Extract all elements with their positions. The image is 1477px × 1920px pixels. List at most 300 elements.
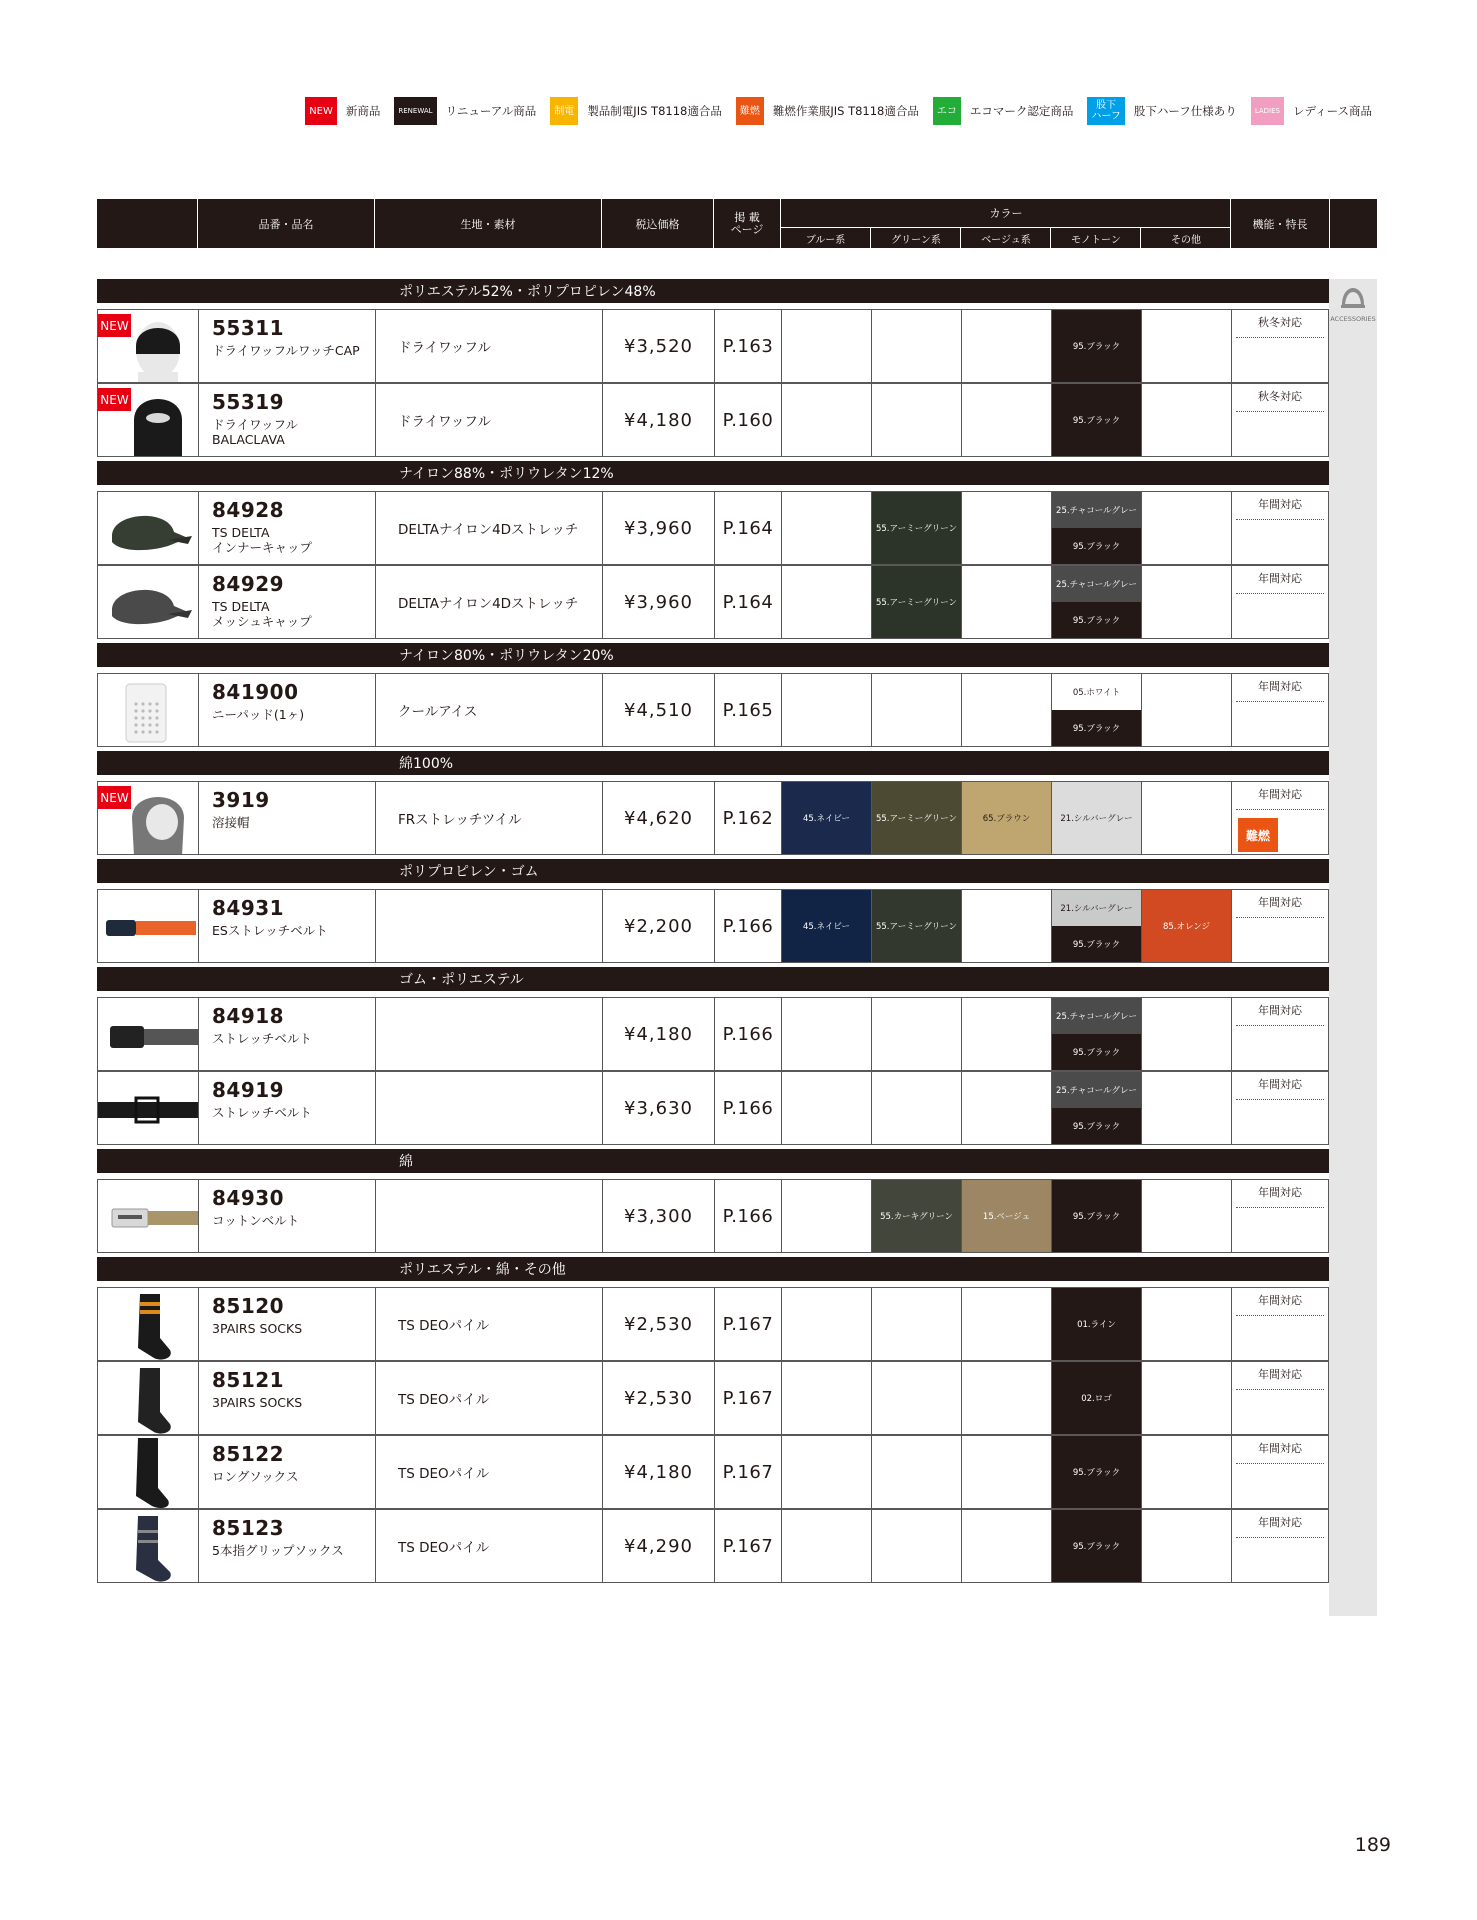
price: ¥3,520 (624, 335, 693, 357)
color-swatch: 02.ロゴ (1052, 1362, 1141, 1434)
section-title: ポリエステル52%・ポリプロピレン48% (399, 284, 656, 300)
price: ¥4,180 (624, 409, 693, 431)
price-cell (602, 782, 714, 854)
product-image (98, 890, 198, 962)
feature-cell (1231, 310, 1328, 382)
product-code: 85122 (212, 1442, 285, 1466)
feature-cell (1231, 1072, 1328, 1144)
catalog-page: P.164 (722, 517, 774, 539)
price-cell (602, 1072, 714, 1144)
color-swatch: 95.ブラック (1052, 1510, 1141, 1582)
material: DELTAナイロン4Dストレッチ (398, 522, 579, 538)
name-cell (198, 782, 375, 854)
feature-cell (1231, 1288, 1328, 1360)
product-name: ESストレッチベルト (212, 923, 328, 938)
section-title: ポリプロピレン・ゴム (399, 864, 539, 880)
section-header (97, 967, 1329, 991)
color-cell (961, 1180, 1051, 1252)
color-swatch: 21.シルバーグレー (1052, 782, 1141, 854)
product-image (98, 492, 198, 564)
legend-label: 股下ハーフ仕様あり (1133, 104, 1237, 118)
color-cell (1141, 1436, 1231, 1508)
feature-cell (1231, 566, 1328, 638)
image-cell (98, 1072, 198, 1144)
price: ¥2,200 (624, 915, 693, 937)
color-cell (871, 1180, 961, 1252)
image-cell (98, 998, 198, 1070)
color-cell (961, 492, 1051, 564)
section-header (97, 1149, 1329, 1173)
price-cell (602, 890, 714, 962)
feature-label: 年間対応 (1258, 1368, 1302, 1381)
feature-cell (1231, 384, 1328, 456)
color-swatch: 15.ベージュ (962, 1180, 1051, 1252)
color-swatch: 05.ホワイト (1052, 674, 1141, 710)
material: TS DEOパイル (398, 1392, 490, 1408)
legend-label: レディース商品 (1292, 104, 1372, 118)
color-swatch: 65.ブラウン (962, 782, 1051, 854)
legend-label: 新商品 (345, 104, 381, 118)
image-cell (98, 1288, 198, 1360)
color-swatch: 25.チャコールグレー (1052, 566, 1141, 602)
color-cell (781, 492, 871, 564)
color-swatch: 55.アーミーグリーン (872, 782, 961, 854)
feature-cell (1231, 1510, 1328, 1582)
feature-divider (1236, 1463, 1324, 1464)
color-cell (781, 1362, 871, 1434)
color-cell (1141, 1072, 1231, 1144)
price: ¥3,300 (624, 1205, 693, 1227)
image-cell (98, 782, 198, 854)
price: ¥4,290 (624, 1535, 693, 1557)
product-name: 3PAIRS SOCKS (212, 1395, 303, 1410)
color-cell (961, 566, 1051, 638)
color-cell (871, 1436, 961, 1508)
legend-item (1087, 97, 1236, 125)
section-title: ゴム・ポリエステル (399, 972, 524, 988)
section-title: 綿 (399, 1154, 413, 1170)
feature-cell (1231, 1436, 1328, 1508)
table-row (97, 1287, 1329, 1361)
feature-label: 年間対応 (1258, 680, 1302, 693)
material-cell (375, 1436, 602, 1508)
color-cell (961, 998, 1051, 1070)
product-code: 84918 (212, 1004, 285, 1028)
color-swatch: 25.チャコールグレー (1052, 1072, 1141, 1108)
catalog-page: P.166 (722, 1097, 774, 1119)
product-name: 5本指グリップソックス (212, 1543, 344, 1558)
feature-cell (1231, 890, 1328, 962)
feature-divider (1236, 1537, 1324, 1538)
color-cell (781, 566, 871, 638)
color-cell (871, 566, 961, 638)
legend-item (1251, 97, 1372, 125)
legend-item (933, 97, 1074, 125)
price-cell (602, 1436, 714, 1508)
header-page: 掲 載 ページ (713, 199, 780, 248)
table-header (97, 199, 1377, 248)
color-cell (961, 782, 1051, 854)
material: DELTAナイロン4Dストレッチ (398, 596, 579, 612)
feature-divider (1236, 1207, 1324, 1208)
product-name: ドライワッフルワッチCAP (212, 343, 360, 358)
section-header (97, 643, 1329, 667)
catalog-page: P.160 (722, 409, 774, 431)
color-cell (871, 1072, 961, 1144)
catalog-page: P.166 (722, 1023, 774, 1045)
header-color-blue: ブルー系 (780, 227, 871, 248)
feature-divider (1236, 337, 1324, 338)
color-swatch: 95.ブラック (1052, 926, 1141, 962)
section-header (97, 1257, 1329, 1281)
color-cell (1141, 1288, 1231, 1360)
header-blank (1329, 199, 1377, 248)
material: TS DEOパイル (398, 1540, 490, 1556)
product-image (98, 1510, 198, 1582)
product-image (98, 674, 198, 746)
color-swatch: 95.ブラック (1052, 384, 1141, 456)
color-cell (1141, 566, 1231, 638)
page-cell (714, 998, 781, 1070)
legend-badge: NEW (305, 97, 337, 125)
product-name: 3PAIRS SOCKS (212, 1321, 303, 1336)
feature-cell (1231, 782, 1328, 854)
color-swatch: 95.ブラック (1052, 710, 1141, 746)
color-swatch: 25.チャコールグレー (1052, 998, 1141, 1034)
image-cell (98, 674, 198, 746)
color-swatch: 55.カーキグリーン (872, 1180, 961, 1252)
section-title: ナイロン88%・ポリウレタン12% (399, 466, 614, 482)
page-cell (714, 890, 781, 962)
legend-badge: 難燃 (736, 97, 764, 125)
table-row (97, 1179, 1329, 1253)
color-swatch: 21.シルバーグレー (1052, 890, 1141, 926)
table-row (97, 565, 1329, 639)
new-badge: NEW (98, 314, 131, 337)
name-cell (198, 1180, 375, 1252)
table-row (97, 1071, 1329, 1145)
color-swatch: 85.オレンジ (1142, 890, 1231, 962)
product-name: ロングソックス (212, 1469, 299, 1484)
color-cell (961, 890, 1051, 962)
feature-label: 年間対応 (1258, 572, 1302, 585)
color-cell (1141, 674, 1231, 746)
header-features: 機能・特長 (1230, 199, 1329, 248)
color-cell (1051, 890, 1141, 962)
page-cell (714, 1072, 781, 1144)
legend-item (305, 97, 380, 125)
product-name: TS DELTA メッシュキャップ (212, 599, 312, 629)
price: ¥4,180 (624, 1023, 693, 1045)
price: ¥3,960 (624, 591, 693, 613)
feature-label: 年間対応 (1258, 1294, 1302, 1307)
image-cell (98, 1180, 198, 1252)
color-cell (871, 1362, 961, 1434)
price: ¥3,630 (624, 1097, 693, 1119)
product-image (98, 1072, 198, 1144)
price: ¥3,960 (624, 517, 693, 539)
color-cell (961, 1072, 1051, 1144)
material-cell (375, 674, 602, 746)
color-cell (871, 998, 961, 1070)
catalog-page: P.167 (722, 1461, 774, 1483)
price-cell (602, 1180, 714, 1252)
image-cell (98, 890, 198, 962)
color-cell (871, 674, 961, 746)
image-cell (98, 310, 198, 382)
table-row (97, 997, 1329, 1071)
color-swatch: 95.ブラック (1052, 1108, 1141, 1144)
header-price: 税込価格 (601, 199, 713, 248)
product-code: 84928 (212, 498, 285, 522)
feature-cell (1231, 1362, 1328, 1434)
feature-cell (1231, 998, 1328, 1070)
material-cell (375, 1510, 602, 1582)
legend-label: 難燃作業服JIS T8118適合品 (772, 104, 919, 118)
material: ドライワッフル (398, 340, 491, 356)
color-cell (871, 1510, 961, 1582)
legend-label: リニューアル商品 (445, 104, 537, 118)
feature-label: 年間対応 (1258, 1004, 1302, 1017)
color-cell (781, 1288, 871, 1360)
color-cell (781, 1180, 871, 1252)
page-cell (714, 1436, 781, 1508)
catalog-page: P.165 (722, 699, 774, 721)
color-cell (1051, 384, 1141, 456)
price-cell (602, 1510, 714, 1582)
material-cell (375, 1072, 602, 1144)
page-number: 189 (1354, 1834, 1391, 1856)
product-code: 85121 (212, 1368, 285, 1392)
name-cell (198, 1510, 375, 1582)
header-color: カラー (989, 207, 1023, 220)
product-code: 3919 (212, 788, 270, 812)
image-cell (98, 384, 198, 456)
price-cell (602, 1362, 714, 1434)
color-cell (1051, 310, 1141, 382)
color-cell (781, 998, 871, 1070)
section-header (97, 461, 1329, 485)
cap-icon (1339, 285, 1367, 311)
color-swatch: 55.アーミーグリーン (872, 890, 961, 962)
section-header (97, 751, 1329, 775)
legend-badge: 制電 (550, 97, 578, 125)
image-cell (98, 1362, 198, 1434)
table-row (97, 1435, 1329, 1509)
product-code: 85123 (212, 1516, 285, 1540)
color-cell (781, 384, 871, 456)
page-cell (714, 782, 781, 854)
name-cell (198, 566, 375, 638)
product-code: 84930 (212, 1186, 285, 1210)
table-row (97, 1361, 1329, 1435)
feature-divider (1236, 701, 1324, 702)
material: クールアイス (398, 704, 478, 720)
feature-divider (1236, 1389, 1324, 1390)
section-header (97, 859, 1329, 883)
color-swatch: 95.ブラック (1052, 1436, 1141, 1508)
material-cell (375, 782, 602, 854)
color-cell (1141, 998, 1231, 1070)
product-image (98, 566, 198, 638)
color-cell (1051, 782, 1141, 854)
price-cell (602, 310, 714, 382)
feature-divider (1236, 1025, 1324, 1026)
product-image (98, 998, 198, 1070)
feature-divider (1236, 917, 1324, 918)
feature-cell (1231, 1180, 1328, 1252)
color-cell (1141, 384, 1231, 456)
price-cell (602, 674, 714, 746)
flame-retardant-badge: 難燃 (1238, 818, 1278, 852)
product-name: ストレッチベルト (212, 1105, 312, 1120)
color-cell (1051, 1288, 1141, 1360)
feature-label: 年間対応 (1258, 1186, 1302, 1199)
header-color-group (780, 199, 1230, 248)
color-cell (871, 492, 961, 564)
legend-badge: RENEWAL (394, 97, 436, 125)
table-row (97, 491, 1329, 565)
color-cell (871, 1288, 961, 1360)
feature-label: 年間対応 (1258, 896, 1302, 909)
price-cell (602, 998, 714, 1070)
price: ¥4,180 (624, 1461, 693, 1483)
catalog-page: P.167 (722, 1535, 774, 1557)
name-cell (198, 998, 375, 1070)
color-swatch: 01.ライン (1052, 1288, 1141, 1360)
color-swatch: 25.チャコールグレー (1052, 492, 1141, 528)
section-title: ポリエステル・綿・その他 (399, 1262, 566, 1278)
name-cell (198, 1072, 375, 1144)
new-badge: NEW (98, 786, 131, 809)
material: TS DEOパイル (398, 1318, 490, 1334)
color-swatch: 55.アーミーグリーン (872, 566, 961, 638)
image-cell (98, 492, 198, 564)
image-cell (98, 566, 198, 638)
section-title: ナイロン80%・ポリウレタン20% (399, 648, 614, 664)
product-image (98, 1288, 198, 1360)
color-cell (1141, 1362, 1231, 1434)
color-cell (1141, 1180, 1231, 1252)
section-header (97, 279, 1329, 303)
name-cell (198, 1436, 375, 1508)
legend-badge: エコ (933, 97, 961, 125)
color-cell (1051, 492, 1141, 564)
legend-label: 製品制電JIS T8118適合品 (587, 104, 722, 118)
material-cell (375, 998, 602, 1070)
feature-label: 秋冬対応 (1258, 316, 1302, 329)
product-code: 55319 (212, 390, 285, 414)
name-cell (198, 310, 375, 382)
material-cell (375, 1288, 602, 1360)
color-cell (1051, 1436, 1141, 1508)
feature-cell (1231, 674, 1328, 746)
color-cell (961, 384, 1051, 456)
color-swatch: 95.ブラック (1052, 602, 1141, 638)
feature-label: 秋冬対応 (1258, 390, 1302, 403)
page-cell (714, 1362, 781, 1434)
product-code: 84919 (212, 1078, 285, 1102)
feature-divider (1236, 519, 1324, 520)
price: ¥2,530 (624, 1313, 693, 1335)
page-cell (714, 1288, 781, 1360)
color-cell (781, 674, 871, 746)
color-cell (961, 1288, 1051, 1360)
color-cell (1141, 1510, 1231, 1582)
product-code: 55311 (212, 316, 285, 340)
feature-divider (1236, 1315, 1324, 1316)
price-cell (602, 492, 714, 564)
catalog-page: P.167 (722, 1387, 774, 1409)
material-cell (375, 384, 602, 456)
product-name: ドライワッフル BALACLAVA (212, 417, 299, 447)
catalog-page: P.166 (722, 915, 774, 937)
color-swatch: 55.アーミーグリーン (872, 492, 961, 564)
color-cell (1051, 1180, 1141, 1252)
catalog-page: P.167 (722, 1313, 774, 1335)
new-badge: NEW (98, 388, 131, 411)
feature-label: 年間対応 (1258, 1442, 1302, 1455)
sidebar-label: ACCESSORIES (1330, 315, 1376, 323)
material-cell (375, 310, 602, 382)
name-cell (198, 492, 375, 564)
color-cell (1141, 492, 1231, 564)
color-swatch: 95.ブラック (1052, 1034, 1141, 1070)
page-cell (714, 566, 781, 638)
header-color-beige: ベージュ系 (960, 227, 1051, 248)
name-cell (198, 1288, 375, 1360)
header-color-green: グリーン系 (870, 227, 961, 248)
catalog-page: P.162 (722, 807, 774, 829)
name-cell (198, 1362, 375, 1434)
color-cell (961, 1510, 1051, 1582)
material: TS DEOパイル (398, 1466, 490, 1482)
color-cell (1141, 310, 1231, 382)
product-code: 84931 (212, 896, 285, 920)
legend (305, 97, 1372, 125)
catalog-page: P.164 (722, 591, 774, 613)
color-swatch: 95.ブラック (1052, 310, 1141, 382)
legend-badge: 股下 ハーフ (1087, 97, 1125, 125)
material: ドライワッフル (398, 414, 491, 430)
color-cell (871, 384, 961, 456)
section-title: 綿100% (399, 756, 454, 772)
material-cell (375, 492, 602, 564)
page-cell (714, 384, 781, 456)
feature-divider (1236, 809, 1324, 810)
color-cell (871, 890, 961, 962)
material-cell (375, 1362, 602, 1434)
feature-label: 年間対応 (1258, 1516, 1302, 1529)
feature-label: 年間対応 (1258, 788, 1302, 801)
name-cell (198, 384, 375, 456)
color-cell (781, 1072, 871, 1144)
table-row (97, 673, 1329, 747)
color-cell (1051, 1072, 1141, 1144)
color-cell (781, 782, 871, 854)
legend-label: エコマーク認定商品 (969, 104, 1074, 118)
header-color-other: その他 (1140, 227, 1231, 248)
color-cell (1141, 890, 1231, 962)
product-table (97, 199, 1377, 1616)
image-cell (98, 1436, 198, 1508)
color-swatch: 95.ブラック (1052, 1180, 1141, 1252)
header-color-mono: モノトーン (1050, 227, 1141, 248)
price: ¥2,530 (624, 1387, 693, 1409)
material-cell (375, 566, 602, 638)
color-cell (961, 1362, 1051, 1434)
color-cell (871, 310, 961, 382)
